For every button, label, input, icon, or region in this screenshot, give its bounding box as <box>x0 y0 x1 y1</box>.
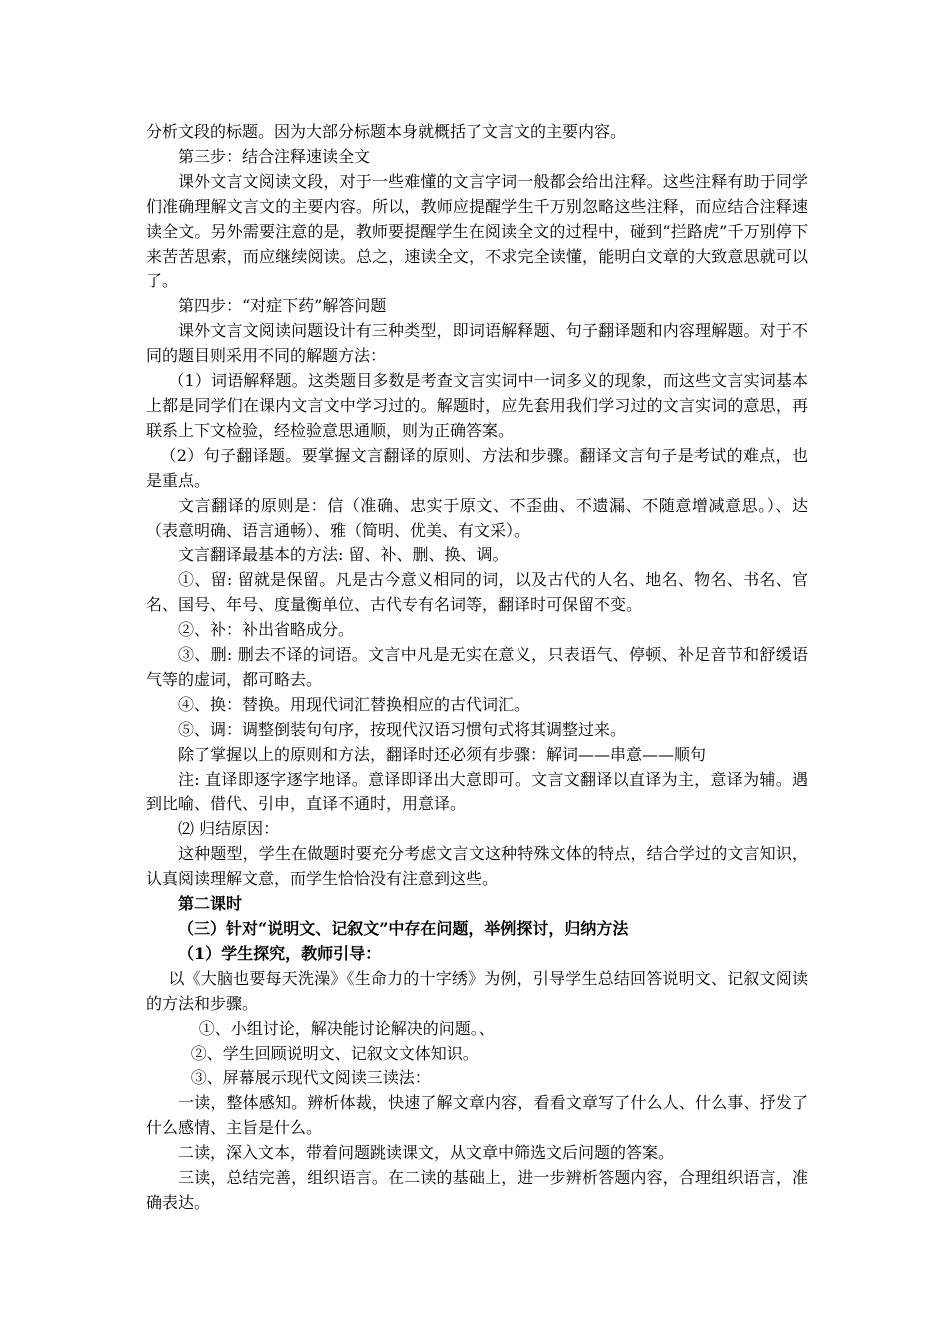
body-paragraph: （2）句子翻译题。要掌握文言翻译的原则、方法和步骤。翻译文言句子是考试的难点，也是重点。 <box>146 445 808 490</box>
body-paragraph: 除了掌握以上的原则和方法，翻译时还必须有步骤：解词——串意——顺句 <box>178 744 707 764</box>
body-paragraph: ④、换：替换。用现代词汇替换相应的古代词汇。 <box>178 694 531 714</box>
body-paragraph: ②、补：补出省略成分。 <box>178 620 355 640</box>
body-paragraph: 第三步：结合注释速读全文 <box>178 146 371 166</box>
body-paragraph: ③、删: 删去不译的词语。文言中凡是无实在意义，只表语气、停顿、补足音节和舒缓语气等的虚词，都可略去。 <box>146 645 808 689</box>
body-paragraph: 二读，深入文本，带着问题跳读课文，从文章中筛选文后问题的答案。 <box>178 1143 675 1163</box>
body-paragraph: 三读，总结完善，组织语言。在二读的基础上，进一步辨析答题内容，合理组织语言，准确表达。 <box>146 1168 808 1212</box>
body-paragraph: 课外文言文阅读文段，对于一些难懂的文言字词一般都会给出注释。这些注释有助于同学们准确理解文言文的主要内容。所以，教师应提醒学生千万别忽略这些注释，而应结合注释速读全文。另外需要注意的是，教师要提醒学生在阅读全文的过程中，碰到“拦路虎”千万别停下来苦苦思索，而应继续阅读。总之，速读全文，不求完全读懂，能明白文章的大致意思就可以了。 <box>146 171 808 291</box>
body-paragraph: 文言翻译最基本的方法: 留、补、删、换、调。 <box>178 545 509 565</box>
body-paragraph: ⑵ 归结原因： <box>178 819 280 839</box>
section-heading: 第二课时 <box>178 894 243 914</box>
body-paragraph: 一读，整体感知。辨析体裁，快速了解文章内容，看看文章写了什么人、什么事、抒发了什么感情、主旨是什么。 <box>146 1093 808 1138</box>
body-paragraph: ⑤、调：调整倒装句句序，按现代汉语习惯句式将其调整过来。 <box>178 719 627 739</box>
document-page <box>146 120 808 1216</box>
body-paragraph: （1）词语解释题。这类题目多数是考查文言实词中一词多义的现象，而这些文言实词基本上都是同学们在课内文言文中学习过的。解题时，应先套用我们学习过的文言实词的意思，再联系上下文检验，经检验意思通顺，则为正确答案。 <box>146 371 808 440</box>
body-paragraph: ①、留: 留就是保留。凡是古今意义相同的词，以及古代的人名、地名、物名、书名、官名、国号、年号、度量衡单位、古代专有名词等，翻译时可保留不变。 <box>146 570 808 615</box>
body-paragraph: 以《大脑也要每天洗澡》《生命力的十字绣》为例，引导学生总结回答说明文、记叙文阅读的方法和步骤。 <box>146 968 808 1013</box>
section-heading: （三）针对“说明文、记叙文”中存在问题，举例探讨，归纳方法 <box>178 919 629 938</box>
body-paragraph: 文言翻译的原则是：信（准确、忠实于原文、不歪曲、不遗漏、不随意增减意思。）、达（表意明确、语言通畅）、雅（简明、优美、有文采）。 <box>146 495 808 540</box>
body-paragraph: 注: 直译即逐字逐字地译。意译即译出大意即可。文言文翻译以直译为主，意译为辅。遇到比喻、借代、引申，直译不通时，用意译。 <box>146 769 808 814</box>
section-heading: （1）学生探究，教师引导： <box>178 943 382 963</box>
body-paragraph: ③、屏幕展示现代文阅读三读法： <box>190 1068 431 1088</box>
body-paragraph: 这种题型，学生在做题时要充分考虑文言文这种特殊文体的特点，结合学过的文言知识，认真阅读理解文意，而学生恰恰没有注意到这些。 <box>146 844 808 889</box>
body-paragraph: ②、学生回顾说明文、记叙文文体知识。 <box>190 1043 479 1063</box>
body-paragraph: 第四步：“对症下药”解答问题 <box>178 296 387 316</box>
body-paragraph: 分析文段的标题。因为大部分标题本身就概括了文言文的主要内容。 <box>146 122 627 141</box>
body-paragraph: 课外文言文阅读问题设计有三种类型，即词语解释题、句子翻译题和内容理解题。对于不同的题目则采用不同的解题方法： <box>146 321 808 366</box>
body-paragraph: ①、小组讨论，解决能讨论解决的问题。、 <box>198 1018 495 1038</box>
